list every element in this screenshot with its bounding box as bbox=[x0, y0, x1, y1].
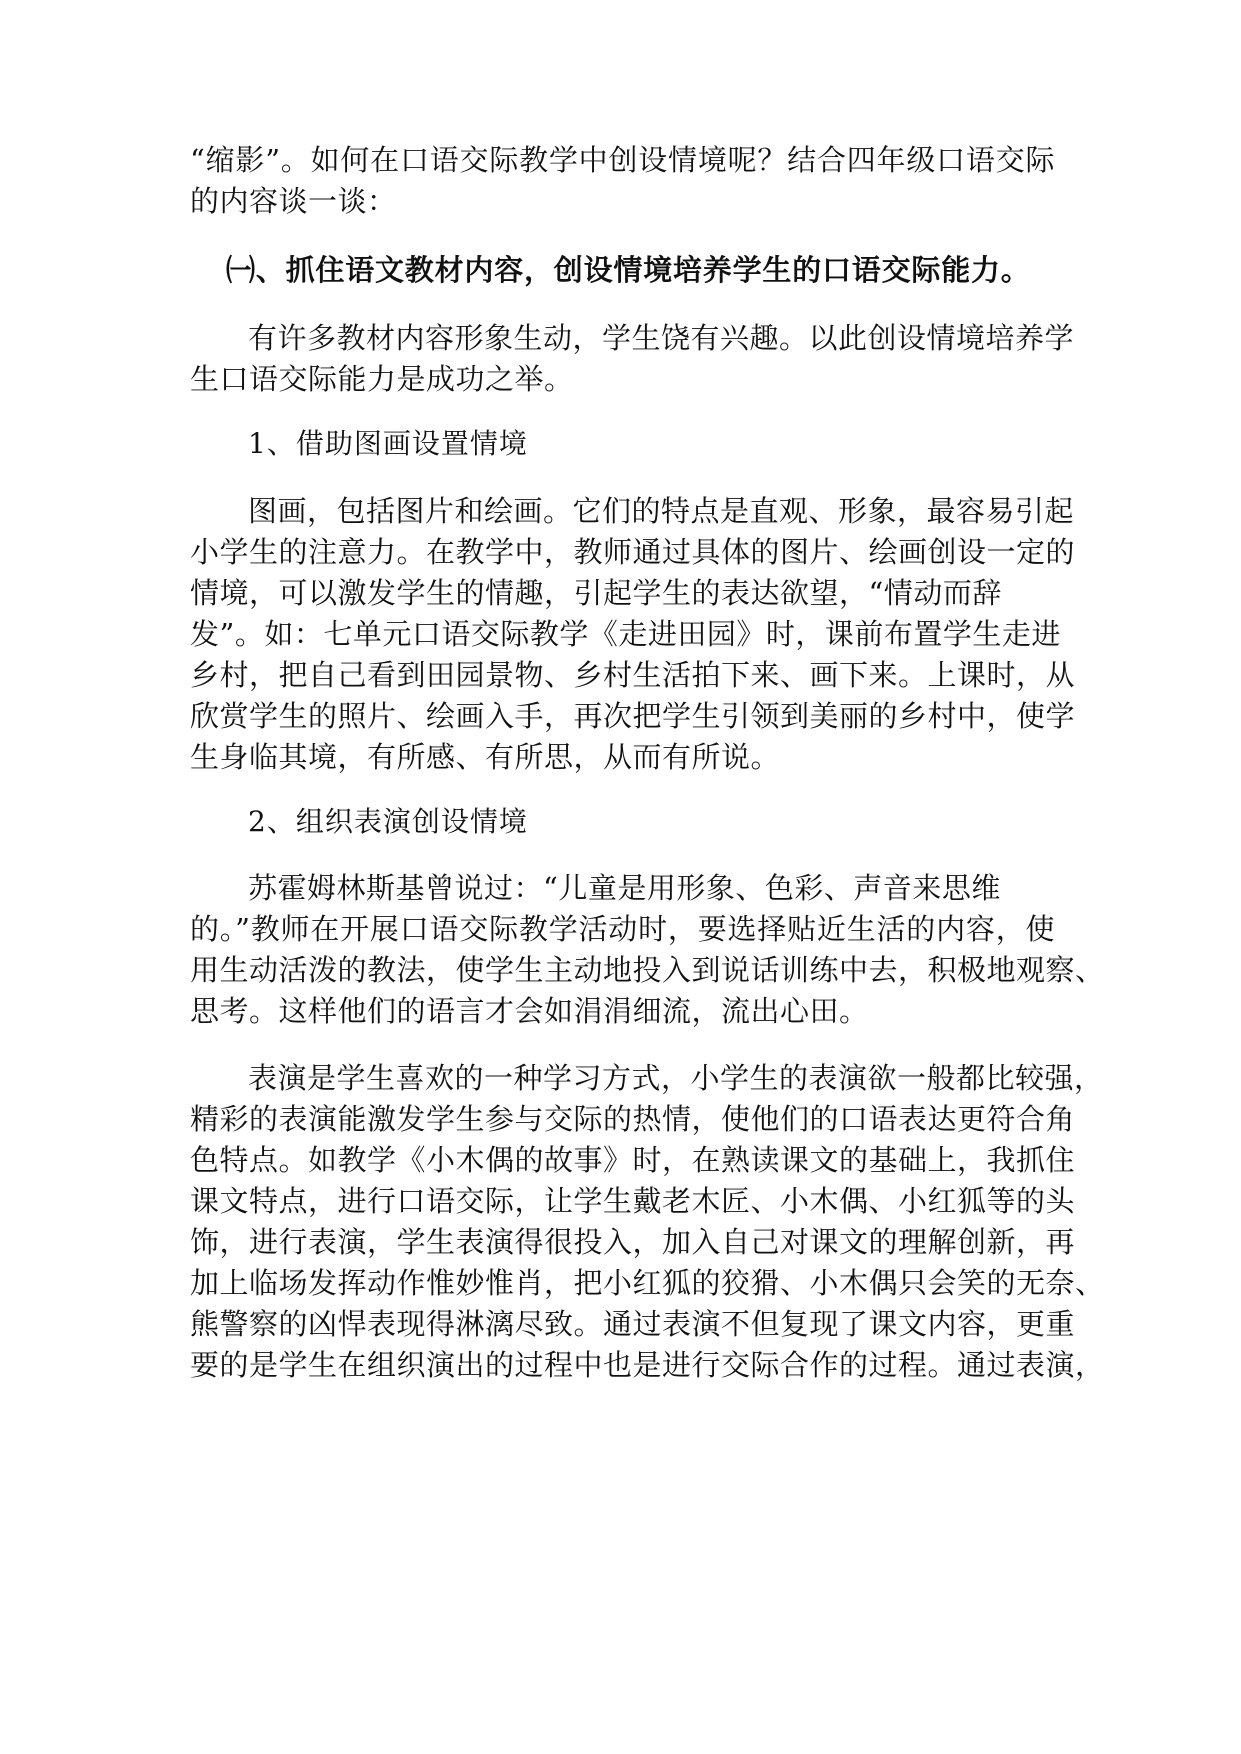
paragraph-line: 饰，进行表演，学生表演得很投入，加入自己对课文的理解创新，再 bbox=[190, 1225, 1076, 1259]
paragraph-line: 用生动活泼的教法，使学生主动地投入到说话训练中去，积极地观察、 bbox=[190, 953, 1105, 987]
paragraph-line: 熊警察的凶悍表现得淋漓尽致。通过表演不但复现了课文内容，更重 bbox=[190, 1307, 1076, 1341]
paragraph-line: 发”。如：七单元口语交际教学《走进田园》时，课前布置学生走进 bbox=[190, 617, 1061, 651]
paragraph-line: 精彩的表演能激发学生参与交际的热情，使他们的口语表达更符合角 bbox=[190, 1102, 1076, 1136]
paragraph-line: 欣赏学生的照片、绘画入手，再次把学生引领到美丽的乡村中，使学 bbox=[190, 699, 1076, 733]
paragraph-line: 图画，包括图片和绘画。它们的特点是直观、形象，最容易引起 bbox=[248, 494, 1075, 528]
paragraph-line: 表演是学生喜欢的一种学习方式，小学生的表演欲一般都比较强， bbox=[248, 1061, 1104, 1095]
subsection-title: 2、组织表演创设情境 bbox=[248, 805, 528, 838]
section-heading: ㈠、抓住语文教材内容，创设情境培养学生的口语交际能力。 bbox=[226, 253, 1031, 287]
paragraph-line: 课文特点，进行口语交际，让学生戴老木匠、小木偶、小红狐等的头 bbox=[190, 1184, 1076, 1218]
intro-line: “缩影”。如何在口语交际教学中创设情境呢？结合四年级口语交际 bbox=[190, 143, 1055, 177]
subsection-title: 1、借助图画设置情境 bbox=[248, 427, 528, 460]
paragraph-line: 生口语交际能力是成功之举。 bbox=[190, 362, 574, 396]
paragraph-line: 苏霍姆林斯基曾说过：“儿童是用形象、色彩、声音来思维 bbox=[248, 871, 1001, 905]
paragraph-line: 的。”教师在开展口语交际教学活动时，要选择贴近生活的内容，使 bbox=[190, 912, 1055, 946]
paragraph-line: 有许多教材内容形象生动，学生饶有兴趣。以此创设情境培养学 bbox=[248, 321, 1075, 355]
paragraph-line: 乡村，把自己看到田园景物、乡村生活拍下来、画下来。上课时，从 bbox=[190, 658, 1076, 692]
paragraph-line: 加上临场发挥动作惟妙惟肖，把小红狐的狡猾、小木偶只会笑的无奈、 bbox=[190, 1266, 1105, 1300]
paragraph-line: 生身临其境，有所感、有所思，从而有所说。 bbox=[190, 740, 781, 774]
intro-line: 的内容谈一谈： bbox=[190, 184, 397, 218]
paragraph-line: 思考。这样他们的语言才会如涓涓细流，流出心田。 bbox=[190, 994, 869, 1028]
paragraph-line: 要的是学生在组织演出的过程中也是进行交际合作的过程。通过表演， bbox=[190, 1348, 1105, 1382]
paragraph-line: 色特点。如教学《小木偶的故事》时，在熟读课文的基础上，我抓住 bbox=[190, 1143, 1076, 1177]
paragraph-line: 小学生的注意力。在教学中，教师通过具体的图片、绘画创设一定的 bbox=[190, 535, 1076, 569]
paragraph-line: 情境，可以激发学生的情趣，引起学生的表达欲望，“情动而辞 bbox=[190, 576, 1002, 610]
